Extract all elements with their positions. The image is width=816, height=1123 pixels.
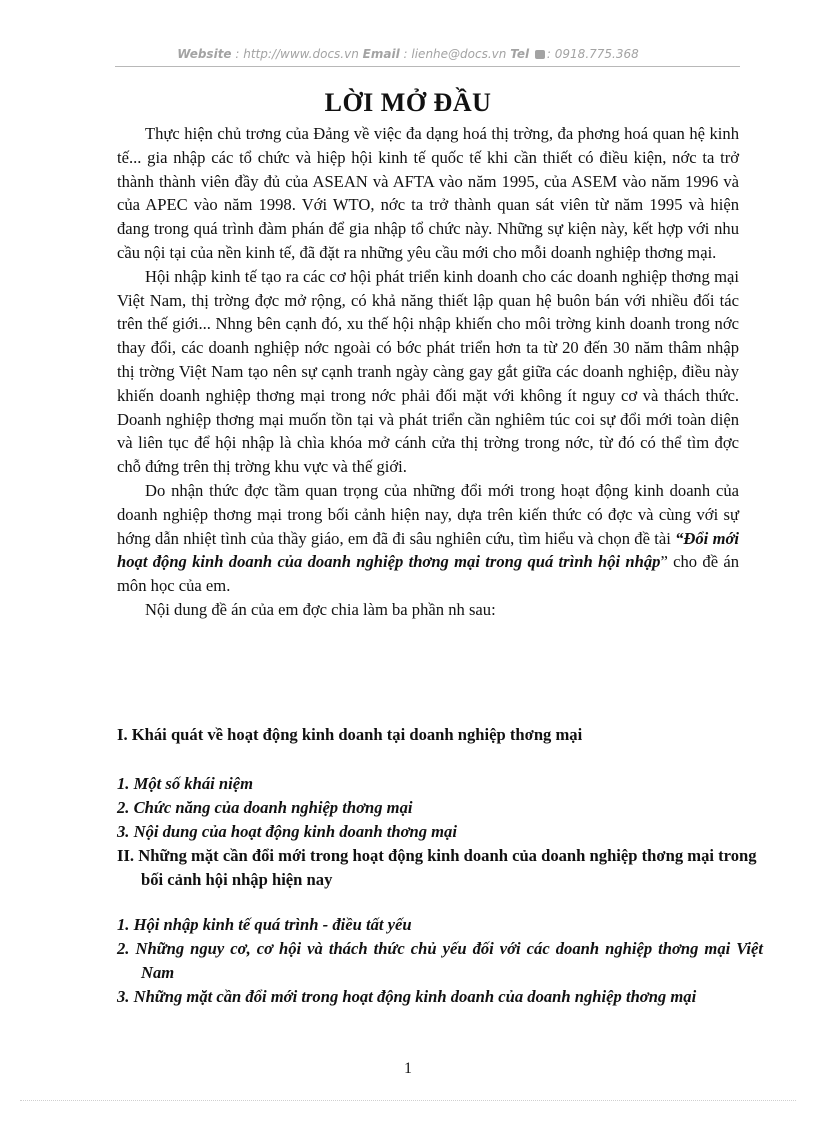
topic-title: “Đổi mới hoạt động kinh doanh của doanh nghiệp thơng mại trong quá trình hội nhập	[117, 528, 740, 572]
paragraph-4: Nội dung đề án của em đợc chia làm ba phần nh sau:	[145, 599, 496, 619]
intro-body	[117, 122, 739, 622]
paragraph-1: Thực hiện chủ trơng của Đảng về việc đa dạng hoá thị trờng, đa phơng hoá quan hệ kinh tế... gia nhập các tổ chức và hiệp hội kinh tế quốc tế khi cần thiết có điều kiện, nớc ta trở thành thành viên đầy đủ của ASEAN và AFTA vào năm 1995, của ASEM vào năm 1996 và của APEC vào năm 1998. Với WTO, nớc ta trở thành quan sát viên từ năm 1995 và hiện đang trong quá trình đàm phán để gia nhập tổ chức này. Những sự kiện này, kết hợp với nhu cầu nội tại của nền kinh tế, đã đặt ra những yêu cầu mới cho mỗi doanh nghiệp thơng mại.	[117, 124, 739, 262]
section-2-item: 1. Hội nhập kinh tế quá trình - điều tất yếu	[117, 915, 412, 934]
email-value: : lienhe@docs.vn	[403, 47, 507, 61]
section-1-item: 1. Một số khái niệm	[117, 774, 253, 793]
paragraph-3	[117, 479, 739, 598]
email-label: Email	[362, 47, 400, 61]
section-1-item: 3. Nội dung của hoạt động kinh doanh thơng mại	[117, 822, 457, 841]
page-title: LỜI MỞ ĐẦU	[324, 88, 492, 117]
footer-rule	[20, 1100, 796, 1101]
section-2-item: 2. Những nguy cơ, cơ hội và thách thức chủ yếu đối với các doanh nghiệp thơng mại Việt Nam	[117, 939, 763, 982]
page-header	[0, 47, 816, 61]
header-rule	[115, 66, 740, 67]
website-value: : http://www.docs.vn	[235, 47, 359, 61]
section-1-heading: I. Khái quát về hoạt động kinh doanh tại doanh nghiệp thơng mại	[117, 725, 583, 744]
section-1-item: 2. Chức năng của doanh nghiệp thơng mại	[117, 798, 413, 817]
tel-value: : 0918.775.368	[546, 47, 639, 61]
paragraph-3-end: ” cho đề án môn học của em.	[117, 552, 740, 596]
section-2-item: 3. Những mặt cần đổi mới trong hoạt động kinh doanh của doanh nghiệp thơng mại	[117, 987, 697, 1006]
paragraph-2: Hội nhập kinh tế tạo ra các cơ hội phát triển kinh doanh cho các doanh nghiệp thơng mại Việt Nam, thị trờng đợc mở rộng, có khả năng thiết lập quan hệ buôn bán với nhiều đối tác trên thế giới... Nhng bên cạnh đó, xu thế hội nhập khiến cho môi trờng kinh doanh trong nớc thay đổi, các doanh nghiệp nớc ngoài có bớc phát triển hơn ta từ 20 đến 30 năm thâm nhập thị trờng Việt Nam tạo nên sự cạnh tranh ngày càng gay gắt giữa các doanh nghiệp, điều này khiến doanh nghiệp thơng mại trong nớc phải đối mặt với không ít nguy cơ và thách thức. Doanh nghiệp thơng mại muốn tồn tại và phát triển cần nghiêm túc coi sự đổi mới toàn diện và liên tục để hội nhập là chìa khóa mở cánh cửa thị trờng trong nớc, từ đó có thể tìm đợc chỗ đứng trên thị trờng khu vực và thế giới.	[117, 266, 739, 477]
page-number: 1	[404, 1060, 412, 1077]
paragraph-3-text: Do nhận thức đợc tầm quan trọng của những đổi mới trong hoạt động kinh doanh của doanh nghiệp thơng mại trong bối cảnh hiện nay, dựa trên kiến thức có đợc và cùng với sự hớng dẫn nhiệt tình của thầy giáo, em đã đi sâu nghiên cứu, tìm hiểu và chọn đề tài	[117, 480, 739, 548]
section-2-heading: II. Những mặt cần đổi mới trong hoạt động kinh doanh của doanh nghiệp thơng mại trong bối cảnh hội nhập hiện nay	[117, 846, 757, 889]
website-label: Website	[177, 47, 232, 61]
tel-label: Tel	[510, 47, 530, 61]
phone-icon	[535, 50, 545, 59]
